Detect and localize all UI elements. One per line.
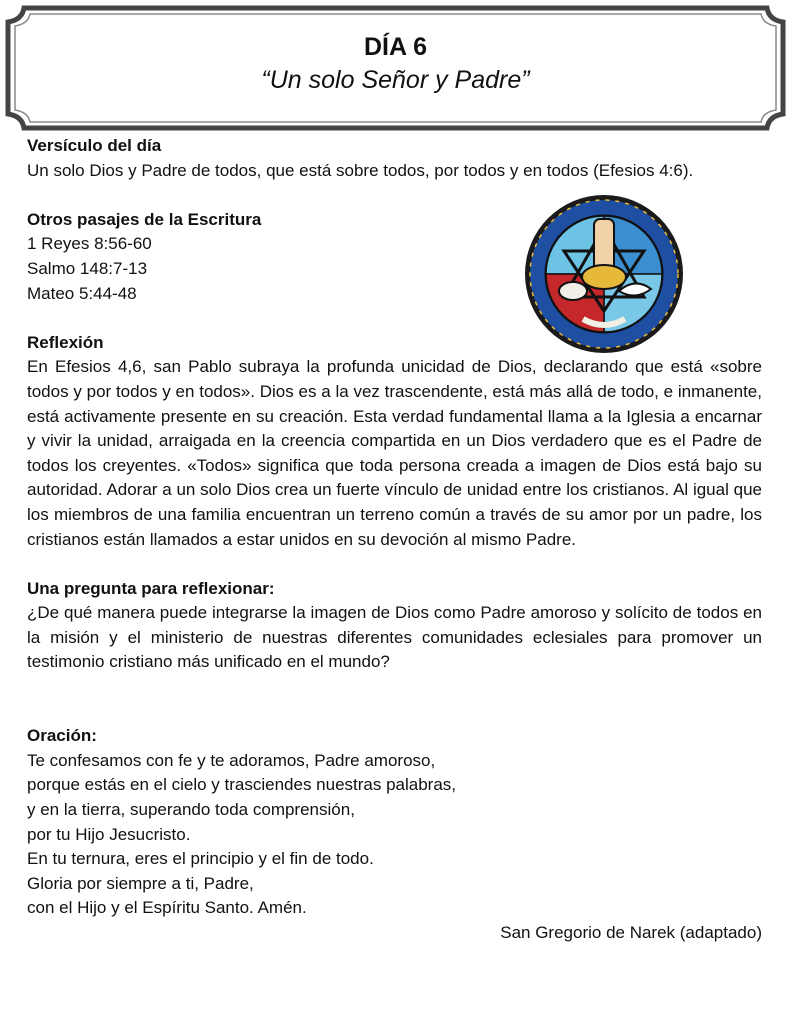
prayer-line: En tu ternura, eres el principio y el fin de todo. [27, 849, 374, 869]
passage-item: 1 Reyes 8:56-60 [27, 234, 152, 254]
prayer-line: por tu Hijo Jesucristo. [27, 824, 191, 844]
passages-heading: Otros pasajes de la Escritura [27, 209, 262, 229]
question-text: ¿De qué manera puede integrarse la imagen de Dios como Padre amoroso y solícito de todos en la misión y el ministerio de nuestras diferentes comunidades eclesiales para promover un testimonio cristiano más unificado en el mundo? [27, 603, 762, 672]
prayer-attribution: San Gregorio de Narek (adaptado) [500, 923, 762, 942]
stained-glass-image [523, 193, 685, 355]
reflection-heading: Reflexión [27, 332, 104, 352]
prayer-line: Gloria por siempre a ti, Padre, [27, 873, 254, 893]
reflection-text: En Efesios 4,6, san Pablo subraya la profunda unicidad de Dios, declarando que está «sobre todos y por todos y en todos». Dios es a la vez trascendente, está más allá de todo, e inmanente, está activamente presente en su creación. Esta verdad fundamental llama a la Iglesia a encarnar y vivir la unidad, arraigada en la creencia compartida en un Dios verdadero que es el Padre de todos los creyentes. «Todos» significa que toda persona creada a imagen de Dios está bajo su autoridad. Adorar a un solo Dios crea un fuerte vínculo de unidad entre los cristianos. Al igual que los miembros de una familia encuentran un terreno común a través de su amor por un padre, los cristianos están llamados a estar unidos en su devoción al mismo Padre. [27, 357, 762, 549]
prayer-line: Te confesamos con fe y te adoramos, Padre amoroso, [27, 750, 436, 770]
passage-item: Mateo 5:44-48 [27, 283, 137, 303]
verse-text: Un solo Dios y Padre de todos, que está sobre todos, por todos y en todos (Efesios 4:6). [27, 160, 694, 180]
prayer-line: con el Hijo y el Espíritu Santo. Amén. [27, 898, 307, 918]
verse-heading: Versículo del día [27, 136, 162, 155]
prayer-heading: Oración: [27, 726, 97, 746]
day-title: DÍA 6 [364, 33, 427, 61]
passage-item: Salmo 148:7-13 [27, 258, 148, 278]
page-header [0, 32, 791, 96]
stained-glass-trinity-icon [523, 193, 685, 355]
prayer-line: porque estás en el cielo y trasciendes nuestras palabras, [27, 775, 457, 795]
prayer-line: y en la tierra, superando toda comprensión, [27, 800, 355, 820]
question-heading: Una pregunta para reflexionar: [27, 578, 275, 598]
day-subtitle: “Un solo Señor y Padre” [261, 66, 530, 94]
